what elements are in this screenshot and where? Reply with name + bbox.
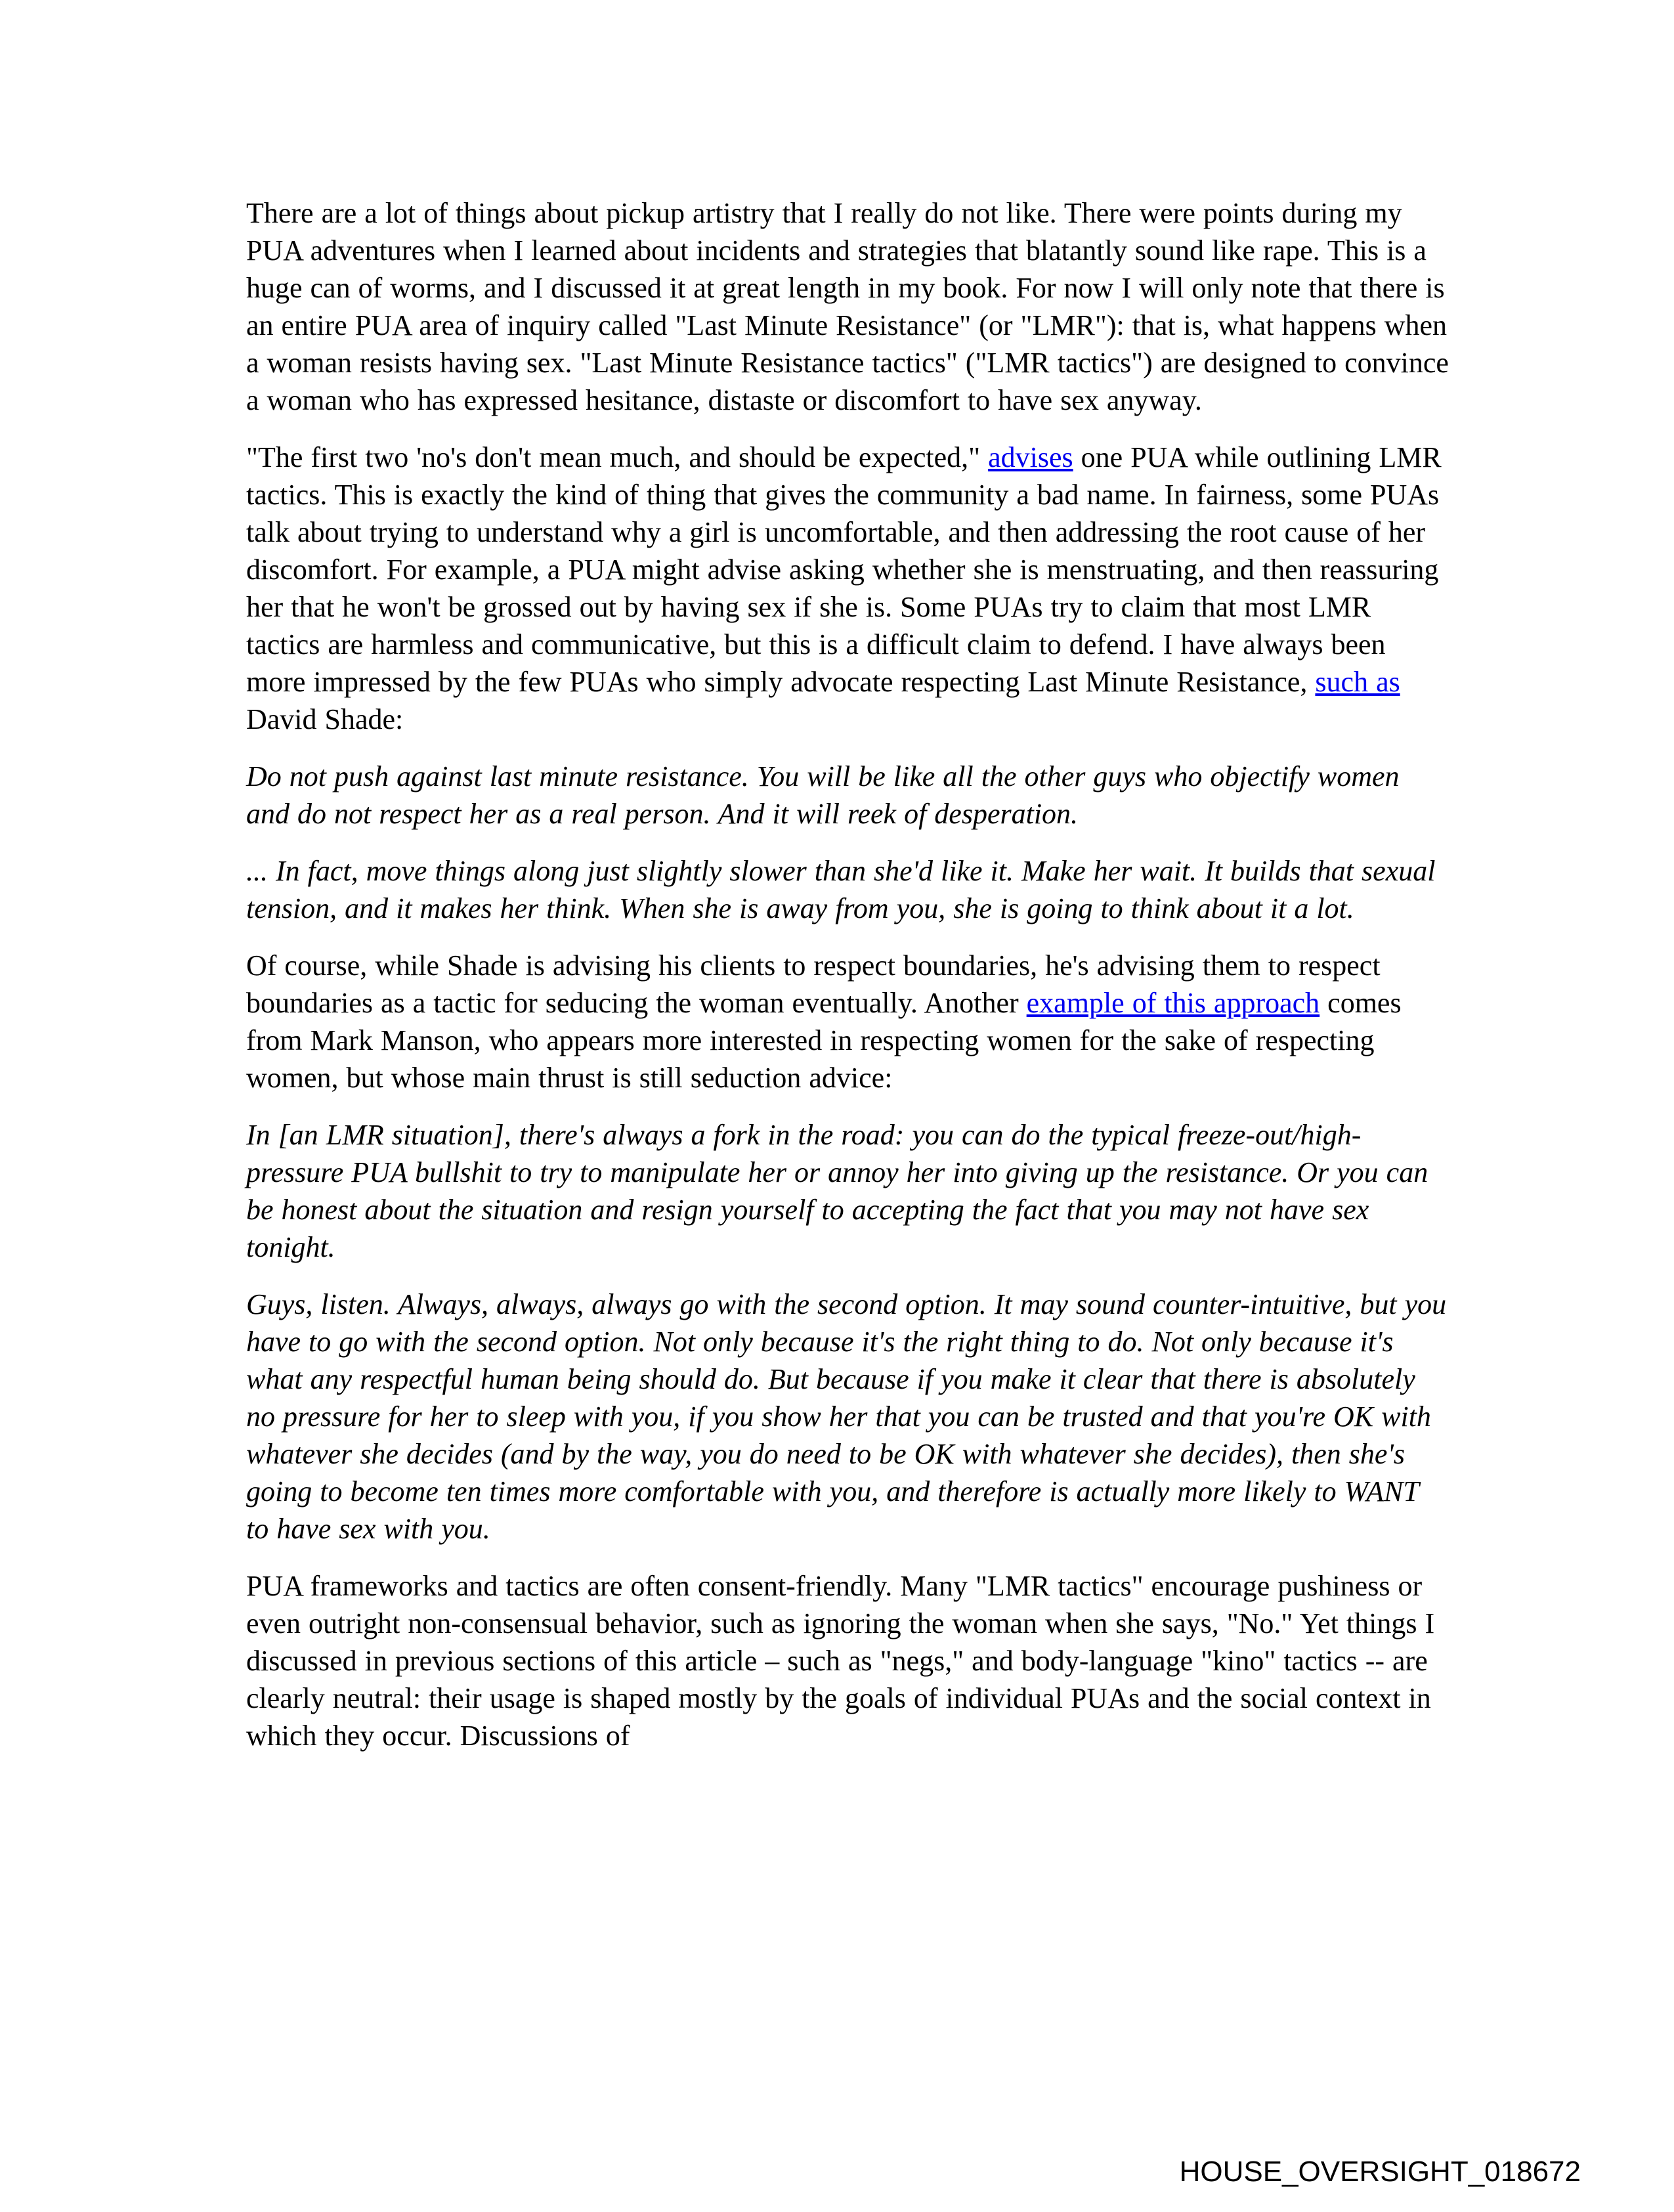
blockquote-manson-2-text: Guys, listen. Always, always, always go with the second option. It may sound counter-intuitive, but you have to go with the second option. Not only because it's the right thing to do. Not only because it's what any respectful human being should do. But because if you make it clear that there is absolutely no pressure for her to sleep with you, if you show her that you can be trusted and that you're OK with whatever she decides (and by the way, you do need to be OK with whatever she decides), then she's going to become ten times more comfortable with you, and therefore is actually more likely to WANT to have sex with you. xyxy=(246,1288,1447,1545)
paragraph-3-run-0: Of course, while Shade is advising his clients to respect boundaries, he's advising them to respect boundaries as a tactic for seducing the woman eventually. Another xyxy=(246,949,1381,1019)
blockquote-shade-1-text: Do not push against last minute resistance. You will be like all the other guys who objectify women and do not respect her as a real person. And it will reek of desperation. xyxy=(246,760,1400,830)
example-approach-link[interactable]: example of this approach xyxy=(1026,987,1320,1019)
paragraph-1-text: There are a lot of things about pickup artistry that I really do not like. There were points during my PUA adventures when I learned about incidents and strategies that blatantly sound like rape. This is a huge can of worms, and I discussed it at great length in my book. For now I will only note that there is an entire PUA area of inquiry called "Last Minute Resistance" (or "LMR"): that is, what happens when a woman resists having sex. "Last Minute Resistance tactics" ("LMR tactics") are designed to convince a woman who has expressed hesitance, distaste or discomfort to have sex anyway. xyxy=(246,197,1449,416)
paragraph-2-run-1: one PUA while outlining LMR tactics. This is exactly the kind of thing that gives the community a bad name. In fairness, some PUAs talk about trying to understand why a girl is uncomfortable, and then addressing the root cause of her discomfort. For example, a PUA might advise asking whether she is menstruating, and then reassuring her that he won't be grossed out by having sex if she is. Some PUAs try to claim that most LMR tactics are harmless and communicative, but this is a difficult claim to defend. I have always been more impressed by the few PUAs who simply advocate respecting Last Minute Resistance, xyxy=(246,441,1442,698)
blockquote-shade-2 xyxy=(246,852,1449,927)
advises-link[interactable]: advises xyxy=(988,441,1073,473)
blockquote-shade-1 xyxy=(246,758,1449,833)
blockquote-shade-2-text: ... In fact, move things along just slightly slower than she'd like it. Make her wait. It builds that sexual tension, and it makes her think. When she is away from you, she is going to think about it a lot. xyxy=(246,855,1436,924)
blockquote-manson-1 xyxy=(246,1116,1449,1266)
paragraph-4 xyxy=(246,1567,1449,1754)
such-as-link[interactable]: such as xyxy=(1315,666,1400,698)
paragraph-3 xyxy=(246,947,1449,1096)
paragraph-1 xyxy=(246,194,1449,419)
bates-number: HOUSE_OVERSIGHT_018672 xyxy=(1179,2156,1581,2188)
article-body xyxy=(246,194,1449,1774)
paragraph-3-run-1: comes from Mark Manson, who appears more interested in respecting women for the sake of respecting women, but whose main thrust is still seduction advice: xyxy=(246,987,1402,1094)
blockquote-manson-1-text: In [an LMR situation], there's always a fork in the road: you can do the typical freeze-out/high-pressure PUA bullshit to try to manipulate her or annoy her into giving up the resistance. Or you can be honest about the situation and resign yourself to accepting the fact that you may not have sex tonight. xyxy=(246,1119,1428,1263)
paragraph-2-run-2: David Shade: xyxy=(246,703,404,735)
paragraph-2-run-0: "The first two 'no's don't mean much, and should be expected," xyxy=(246,441,989,473)
blockquote-manson-2 xyxy=(246,1286,1449,1548)
paragraph-4-text: PUA frameworks and tactics are often consent-friendly. Many "LMR tactics" encourage pushiness or even outright non-consensual behavior, such as ignoring the woman when she says, "No." Yet things I discussed in previous sections of this article – such as "negs," and body-language "kino" tactics -- are clearly neutral: their usage is shaped mostly by the goals of individual PUAs and the social context in which they occur. Discussions of xyxy=(246,1570,1435,1752)
paragraph-2 xyxy=(246,439,1449,738)
